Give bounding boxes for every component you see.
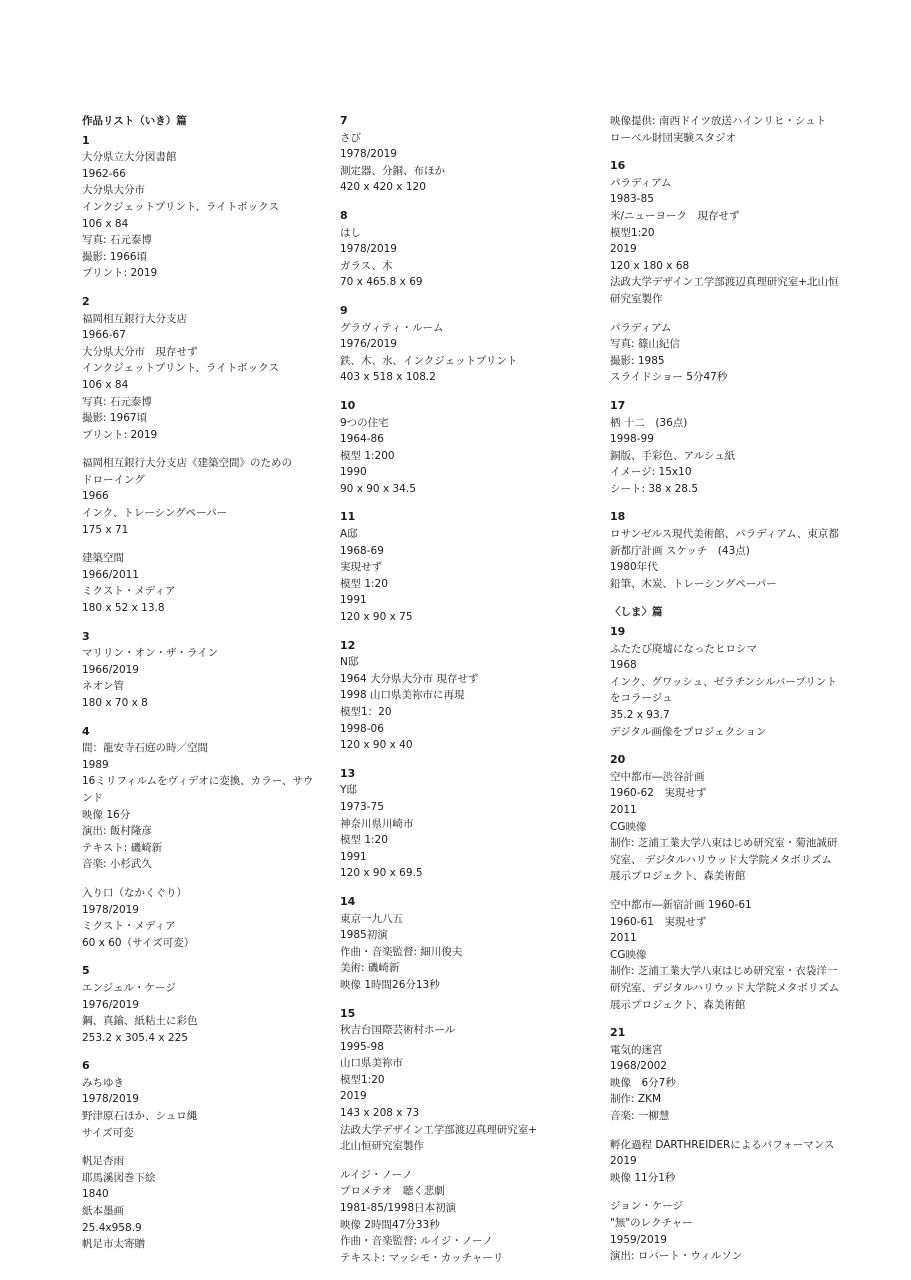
work-entry (340, 1167, 602, 1267)
work-entry (610, 320, 850, 386)
entry-number: 13 (340, 766, 356, 780)
entry-line: 1998-06 (340, 722, 384, 735)
entry-line: 大分県立大分図書館 (82, 151, 177, 164)
entry-line: 映像提供: 南西ドイツ放送ハインリヒ・シュト (610, 115, 827, 127)
entry-line: プリント: 2019 (82, 267, 158, 280)
entry-line: ンド (82, 791, 103, 804)
entry-line: みちゆき (82, 1076, 124, 1089)
section-heading: 〈しま〉篇 (610, 606, 663, 619)
entry-line: 映像 16分 (82, 808, 131, 821)
entry-line: 1964-86 (340, 433, 384, 446)
entry-line: テキスト: 磯崎新 (82, 841, 163, 854)
entry-line: 1966/2019 (82, 663, 139, 676)
entry-line: 1960-62 実現せず (610, 787, 707, 800)
entry-number: 8 (340, 208, 348, 222)
entry-line: 研究室、デジタルハリウッド大学院メタボリズム (610, 981, 840, 994)
entry-line: 1995-98 (340, 1040, 384, 1053)
work-entry (82, 629, 332, 712)
entry-line: インク、グワッシュ、ゼラチンシルバープリント (610, 675, 837, 688)
entry-line: 1976/2019 (82, 998, 139, 1011)
entry-line: 1966-67 (82, 329, 126, 342)
entry-line: 写真: 篠山紀信 (610, 338, 680, 351)
entry-line: 福岡相互銀行大分支店《建築空間》のための (82, 457, 292, 470)
entry-line: 帆足市太寄贈 (82, 1238, 145, 1251)
entry-line: プロメテオ 聴く悲劇 (340, 1185, 445, 1198)
entry-line: 法政大学デザイン工学部渡辺真理研究室+ (340, 1123, 538, 1136)
entry-line: 1976/2019 (340, 338, 397, 351)
work-entry (340, 638, 602, 754)
entry-line: Y邸 (340, 784, 357, 797)
entry-number: 20 (610, 753, 626, 767)
entry-number: 16 (610, 159, 626, 173)
entry-line: ロサンゼルス現代美術館、パラディアム、東京都 (610, 528, 839, 541)
work-entry (610, 158, 850, 307)
entry-number: 19 (610, 625, 626, 639)
entry-line: インクジェットプリント、ライトボックス (82, 362, 279, 375)
entry-line: 1840 (82, 1188, 109, 1201)
entry-line: 1964 大分県大分市 現存せず (340, 672, 479, 685)
entry-line: 1998 山口県美祢市に再現 (340, 689, 465, 702)
column-right (610, 113, 850, 1277)
entry-line: 1960-61 実現せず (610, 915, 707, 928)
entry-line: 2019 (340, 1090, 367, 1103)
entry-line: 音楽: 一柳慧 (610, 1110, 670, 1123)
work-entry (610, 604, 850, 740)
entry-line: 研究室製作 (610, 292, 663, 305)
entry-line: 1991 (340, 594, 367, 607)
entry-line: 1978/2019 (82, 1093, 139, 1106)
entry-line: エンジェル・ケージ (82, 981, 176, 994)
entry-line: 大分県大分市 (82, 184, 145, 197)
entry-line: 映像 11分1秒 (610, 1171, 676, 1184)
entry-line: 神奈川県川崎市 (340, 817, 414, 830)
entry-line: 模型 1:20 (340, 577, 388, 590)
entry-line: 写真: 石元泰博 (82, 234, 152, 247)
entry-line: 403 x 518 x 108.2 (340, 371, 436, 384)
entry-number: 5 (82, 964, 90, 978)
work-entry (610, 752, 850, 885)
entry-line: 大分県大分市 現存せず (82, 345, 198, 358)
work-entry (610, 509, 850, 592)
entry-line: 16ミリフィルムをヴィデオに変換、カラー、サウ (82, 775, 314, 788)
entry-line: N邸 (340, 656, 359, 669)
entry-line: ミクスト・メディア (82, 585, 176, 598)
entry-line: 作曲・音楽監督: ルイジ・ノーノ (340, 1235, 493, 1248)
entry-line: 2019 (610, 1155, 637, 1168)
entry-number: 7 (340, 114, 348, 127)
entry-number: 10 (340, 398, 356, 412)
entry-line: 180 x 52 x 13.8 (82, 602, 165, 615)
entry-line: 演出: 飯村隆彦 (82, 825, 152, 838)
entry-line: CG映像 (610, 948, 647, 961)
entry-line: 鋼、真鍮、紙粘土に彩色 (82, 1015, 198, 1028)
entry-line: 耶馬溪図巻下絵 (82, 1171, 156, 1184)
entry-line: ルイジ・ノーノ (340, 1168, 413, 1181)
entry-line: 空中都市―渋谷計画 (610, 770, 705, 783)
entry-line: 建築空間 (82, 552, 124, 565)
work-entry (82, 113, 332, 282)
work-entry (82, 1058, 332, 1141)
entry-line: 35.2 x 93.7 (610, 709, 670, 721)
entry-line: ふたたび廃墟になったヒロシマ (610, 642, 757, 655)
entry-line: 山口県美祢市 (340, 1057, 403, 1070)
entry-line: 映像 2時間47分33秒 (340, 1218, 440, 1231)
entry-line: ドローイング (82, 473, 145, 486)
entry-line: 撮影: 1985 (610, 354, 665, 367)
work-entry (340, 1006, 602, 1155)
work-entry (340, 303, 602, 386)
entry-line: 孵化過程 DARTHREIDERによるパフォーマンス (610, 1138, 835, 1151)
entry-line: 1973-75 (340, 800, 384, 813)
work-entry (340, 113, 602, 196)
work-entry (610, 1137, 850, 1187)
entry-line: 間：龍安寺石庭の時／空間 (82, 742, 208, 755)
work-entry (82, 455, 332, 538)
entry-line: イメージ: 15x10 (610, 466, 692, 479)
entry-line: 1998-99 (610, 433, 654, 446)
entry-number: 14 (340, 894, 356, 908)
entry-line: 120 x 90 x 69.5 (340, 867, 423, 880)
entry-line: 実現せず (340, 561, 382, 574)
work-entry (610, 897, 850, 1013)
entry-line: はし (340, 226, 361, 239)
entry-line: 野津原石ほか、シュロ縄 (82, 1110, 198, 1123)
entry-line: 143 x 208 x 73 (340, 1107, 420, 1120)
entry-line: 1989 (82, 758, 109, 771)
entry-line: をコラージュ (610, 692, 673, 705)
entry-line: 紙本墨画 (82, 1205, 124, 1218)
entry-line: 制作: 芝浦工業大学八束はじめ研究室・菊池誠研 (610, 837, 838, 850)
entry-line: 秋吉台国際芸術村ホール (340, 1024, 456, 1037)
entry-line: シート: 38 x 28.5 (610, 482, 699, 495)
entry-line: 1980年代 (610, 561, 658, 574)
entry-line: 9つの住宅 (340, 416, 389, 429)
entry-line: 106 x 84 (82, 217, 129, 230)
work-entry (340, 509, 602, 625)
entry-line: 1966/2011 (82, 568, 139, 581)
entry-line: 模型1：20 (340, 706, 392, 718)
entry-line: デジタル画像をプロジェクション (610, 725, 767, 738)
entry-line: 253.2 x 305.4 x 225 (82, 1031, 188, 1044)
entry-line: サイズ可変 (82, 1126, 134, 1139)
entry-line: 米/ニューヨーク 現存せず (610, 209, 740, 222)
entry-line: 1968/2002 (610, 1060, 667, 1073)
entry-line: 1962-66 (82, 167, 126, 180)
entry-line: 25.4x958.9 (82, 1221, 142, 1234)
entry-line: 作曲・音楽監督: 細川俊夫 (340, 945, 463, 958)
entry-line: 模型1:20 (610, 226, 655, 239)
entry-line: 法政大学デザイン工学部渡辺真理研究室+北山恒 (610, 276, 839, 289)
entry-line: 制作: 芝浦工業大学八束はじめ研究室・衣袋洋一 (610, 965, 838, 978)
entry-line: さび (340, 131, 361, 144)
entry-line: 420 x 420 x 120 (340, 181, 426, 194)
entry-line: 測定器、分銅、布ほか (340, 164, 445, 177)
entry-number: 12 (340, 638, 356, 652)
entry-line: 1983-85 (610, 193, 654, 206)
work-entry (340, 894, 602, 994)
entry-number: 17 (610, 398, 626, 412)
entry-line: 撮影: 1967頃 (82, 412, 148, 425)
entry-line: パラディアム (610, 321, 672, 334)
entry-line: 2019 (610, 243, 637, 256)
entry-line: 1978/2019 (340, 148, 397, 161)
entry-line: 栖 十二 (36点) (610, 416, 688, 429)
entry-line: ジョン・ケージ (610, 1200, 684, 1213)
entry-line: "無"のレクチャー (610, 1217, 693, 1230)
entry-line: グラヴィティ・ルーム (340, 321, 444, 334)
entry-line: 撮影: 1966頃 (82, 250, 148, 263)
entry-line: 1968-69 (340, 544, 384, 557)
entry-number: 4 (82, 724, 90, 738)
entry-line: 模型1:20 (340, 1073, 385, 1086)
entry-line: 1968 (610, 659, 637, 672)
entry-line: 美術: 磯崎新 (340, 962, 400, 975)
work-entry (82, 963, 332, 1046)
entry-line: 106 x 84 (82, 378, 129, 391)
entry-number: 18 (610, 510, 626, 524)
entry-line: 模型 1:200 (340, 449, 395, 462)
entry-line: インク、トレーシングペーパー (82, 507, 228, 520)
work-entry (82, 1153, 332, 1253)
entry-line: 北山恒研究室製作 (340, 1140, 424, 1153)
work-entry (82, 724, 332, 873)
entry-line: ローベル財団実験スタジオ (610, 131, 736, 144)
entry-line: 鉄、木、水、インクジェットプリント (340, 354, 518, 367)
entry-line: 東京一九八五 (340, 912, 403, 925)
entry-line: 新都庁計画 スケッチ (43点) (610, 544, 750, 557)
column-middle (340, 113, 602, 1278)
entry-line: 演出: ロバート・ウィルソン (610, 1250, 743, 1263)
entry-line: 1981-85/1998日本初演 (340, 1202, 457, 1215)
entry-line: 銅版、手彩色、アルシュ紙 (610, 449, 736, 462)
entry-line: 福岡相互銀行大分支店 (82, 312, 187, 325)
entry-line: ガラス、木 (340, 259, 393, 272)
entry-line: 音楽: 小杉武久 (82, 858, 152, 871)
entry-line: インクジェットプリント、ライトボックス (82, 200, 279, 213)
entry-line: 1991 (340, 850, 367, 863)
entry-line: 1959/2019 (610, 1233, 667, 1246)
entry-number: 3 (82, 629, 90, 643)
entry-line: 1990 (340, 466, 367, 479)
entry-line: 90 x 90 x 34.5 (340, 482, 416, 495)
column-left (82, 113, 332, 1265)
entry-line: 175 x 71 (82, 523, 129, 536)
work-entry (610, 1198, 850, 1264)
entry-line: 展示プロジェクト、森美術館 (610, 998, 746, 1011)
entry-line: 70 x 465.8 x 69 (340, 276, 423, 289)
entry-line: 展示プロジェクト、森美術館 (610, 870, 746, 883)
entry-line: 模型 1:20 (340, 834, 388, 847)
entry-number: 6 (82, 1059, 90, 1073)
work-entry (610, 113, 850, 146)
entry-line: 写真: 石元泰博 (82, 395, 152, 408)
entry-line: 鉛筆、木炭、トレーシングペーパー (610, 577, 777, 590)
entry-line: 180 x 70 x 8 (82, 697, 148, 709)
entry-line: 制作: ZKM (610, 1093, 662, 1106)
entry-number: 15 (340, 1006, 356, 1020)
entry-line: 2011 (610, 932, 637, 945)
work-entry (82, 294, 332, 443)
entry-line: 帆足杏雨 (82, 1155, 124, 1168)
entry-line: CG映像 (610, 820, 647, 833)
entry-line: 究室、 デジタルハリウッド大学院メタボリズム (610, 853, 833, 866)
entry-number: 9 (340, 303, 348, 317)
entry-line: テキスト: マッシモ・カッチャーリ (340, 1251, 504, 1264)
entry-line: 入り口（なかくぐり） (82, 886, 187, 899)
entry-line: 120 x 90 x 75 (340, 611, 413, 624)
entry-number: 2 (82, 294, 90, 308)
work-entry (610, 398, 850, 498)
entry-line: 1966 (82, 490, 109, 503)
entry-line: 120 x 90 x 40 (340, 739, 413, 752)
section-heading: 作品リスト（いき）篇 (82, 115, 187, 127)
entry-line: マリリン・オン・ザ・ライン (82, 647, 219, 660)
work-entry (82, 885, 332, 951)
entry-line: 空中都市―新宿計画 1960-61 (610, 898, 752, 911)
entry-line: 1985初演 (340, 929, 388, 942)
entry-line: ミクスト・メディア (82, 920, 176, 933)
work-entry (340, 766, 602, 882)
entry-line: プリント: 2019 (82, 428, 158, 441)
entry-line: 映像 6分7秒 (610, 1076, 676, 1089)
entry-number: 21 (610, 1026, 626, 1040)
entry-line: 120 x 180 x 68 (610, 259, 690, 272)
entry-line: A邸 (340, 528, 358, 541)
work-entry (340, 398, 602, 498)
work-entry (340, 208, 602, 291)
entry-line: 2011 (610, 803, 637, 816)
entry-line: 1978/2019 (340, 243, 397, 256)
entry-line: 電気的迷宮 (610, 1043, 663, 1056)
entry-number: 11 (340, 510, 356, 524)
entry-line: パラディアム (610, 176, 672, 189)
entry-line: 60 x 60（サイズ可変） (82, 936, 195, 949)
entry-line: 映像 1時間26分13秒 (340, 978, 440, 991)
entry-line: 1978/2019 (82, 903, 139, 916)
entry-line: スライドショー 5分47秒 (610, 371, 728, 384)
entry-number: 1 (82, 133, 90, 147)
entry-line: ネオン管 (82, 680, 124, 693)
work-entry (610, 1025, 850, 1125)
work-entry (82, 550, 332, 616)
